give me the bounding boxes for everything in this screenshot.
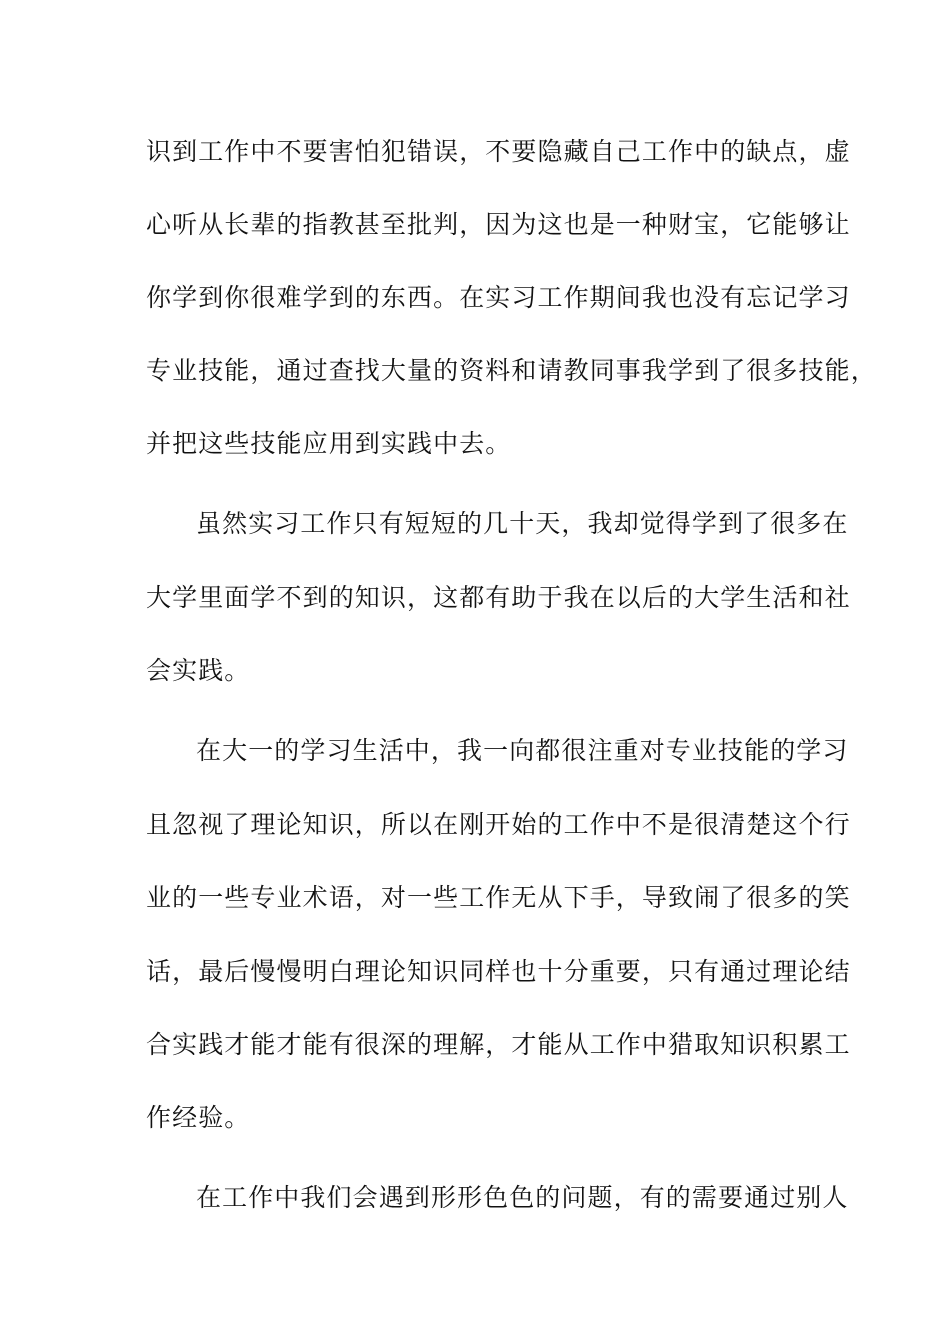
text-line: 心听从长辈的指教甚至批判，因为这也是一种财宝，它能够让 [146, 210, 851, 239]
text-line: 专业技能，通过查找大量的资料和请教同事我学到了很多技能， [146, 356, 877, 385]
text-line: 合实践才能才能有很深的理解，才能从工作中猎取知识积累工 [146, 1030, 851, 1059]
paragraph-first-line: 虽然实习工作只有短短的几十天，我却觉得学到了很多在 [196, 509, 849, 538]
paragraph-first-line: 在大一的学习生活中，我一向都很注重对专业技能的学习 [196, 736, 849, 765]
text-line: 会实践。 [146, 656, 251, 685]
text-line: 作经验。 [146, 1103, 251, 1132]
text-line: 识到工作中不要害怕犯错误，不要隐藏自己工作中的缺点，虚 [146, 137, 851, 166]
text-line: 且忽视了理论知识，所以在刚开始的工作中不是很清楚这个行 [146, 810, 851, 839]
text-line: 业的一些专业术语，对一些工作无从下手，导致闹了很多的笑 [146, 883, 851, 912]
text-line: 并把这些技能应用到实践中去。 [146, 429, 512, 458]
paragraph-first-line: 在工作中我们会遇到形形色色的问题，有的需要通过别人 [196, 1183, 849, 1212]
text-line: 大学里面学不到的知识，这都有助于我在以后的大学生活和社 [146, 583, 851, 612]
text-line: 你学到你很难学到的东西。在实习工作期间我也没有忘记学习 [146, 283, 851, 312]
text-line: 话，最后慢慢明白理论知识同样也十分重要，只有通过理论结 [146, 957, 851, 986]
